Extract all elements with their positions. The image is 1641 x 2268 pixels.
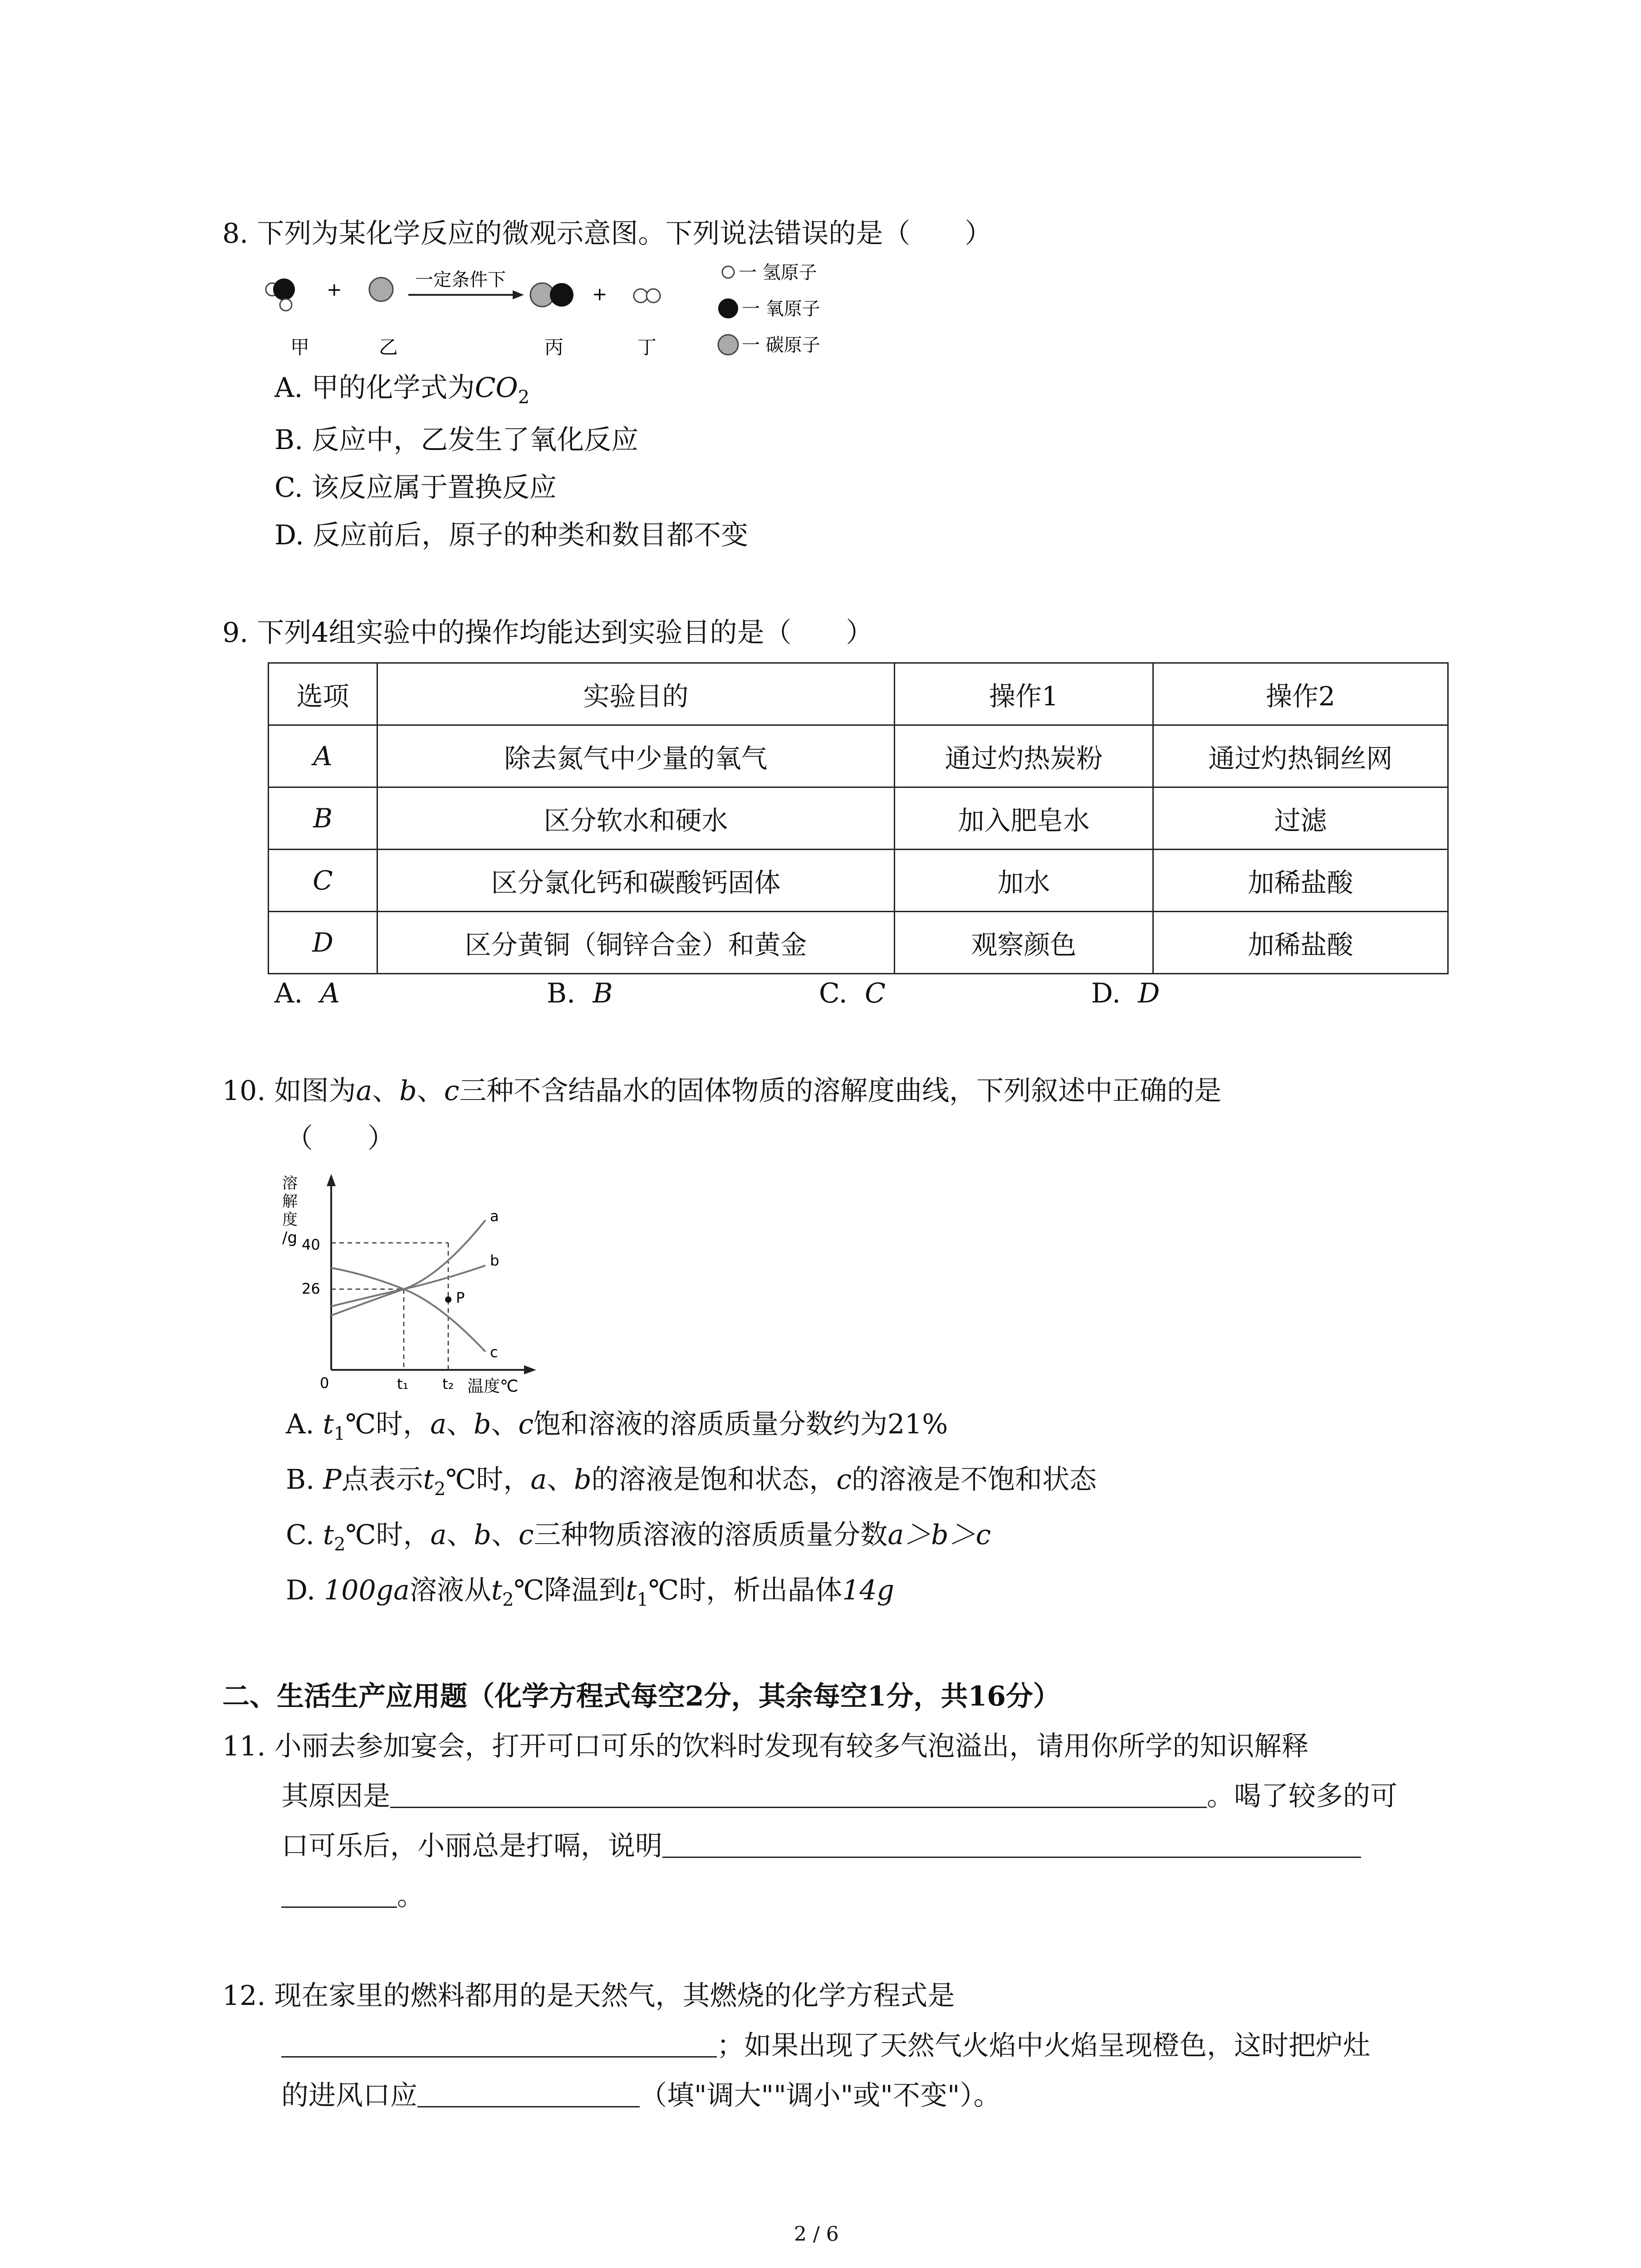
table-row bbox=[269, 725, 1448, 787]
table-cell: D bbox=[269, 912, 377, 974]
table-header-row bbox=[269, 663, 1448, 725]
curve-label-c: c bbox=[490, 1344, 498, 1361]
arrow-condition: 一定条件下 bbox=[415, 269, 506, 290]
x-tick-t1: t₁ bbox=[397, 1375, 409, 1393]
q12-answer-blank-1[interactable] bbox=[281, 2029, 717, 2058]
table-cell: 过滤 bbox=[1153, 787, 1448, 850]
table-cell: 除去氮气中少量的氧气 bbox=[377, 725, 895, 787]
table-cell: 区分黄铜（铜锌合金）和黄金 bbox=[377, 912, 895, 974]
q9-option-d[interactable]: D. D bbox=[1091, 978, 1160, 1009]
ylabel-char: 解 bbox=[282, 1193, 298, 1211]
ylabel-char: 度 bbox=[282, 1211, 298, 1229]
q11-line1: 11. 小丽去参加宴会，打开可口可乐的饮料时发现有较多气泡溢出，请用你所学的知识解释 bbox=[222, 1730, 1309, 1762]
point-p-label: P bbox=[456, 1289, 465, 1306]
q8-option-a[interactable]: A. 甲的化学式为$CO_2$ bbox=[274, 372, 530, 408]
ylabel-char: /g bbox=[282, 1229, 298, 1247]
table-cell: A bbox=[269, 725, 377, 787]
x-tick-t2: t₂ bbox=[442, 1375, 454, 1393]
table-cell: 观察颜色 bbox=[895, 912, 1153, 974]
curve-label-b: b bbox=[490, 1252, 500, 1269]
q11-line3: 口可乐后，小丽总是打嗝，说明 bbox=[281, 1828, 1361, 1864]
table-cell: 区分软水和硬水 bbox=[377, 787, 895, 850]
q10-option-b[interactable]: B. P点表示$t_2℃$时，a、b的溶液是饱和状态，c的溶液是不饱和状态 bbox=[286, 1464, 1097, 1500]
table-cell: 通过灼热炭粉 bbox=[895, 725, 1153, 787]
label-ding: 丁 bbox=[637, 336, 657, 358]
q8-option-d[interactable]: D. 反应前后，原子的种类和数目都不变 bbox=[274, 519, 749, 551]
page-number: 2 / 6 bbox=[794, 2223, 839, 2246]
curve-c bbox=[331, 1268, 485, 1352]
curve-label-a: a bbox=[490, 1207, 499, 1225]
label-jia: 甲 bbox=[290, 336, 310, 358]
header-cell: 操作2 bbox=[1153, 663, 1448, 725]
legend-carbon: 一 碳原子 bbox=[742, 335, 820, 356]
table-row bbox=[269, 787, 1448, 850]
q8-stem: 8. 下列为某化学反应的微观示意图。下列说法错误的是（ ） bbox=[222, 218, 992, 249]
legend-hydrogen: 一 氢原子 bbox=[739, 263, 817, 283]
molecule-jia bbox=[266, 279, 295, 311]
q10-option-a[interactable]: A. $t_1℃$时，a、b、c饱和溶液的溶质质量分数约为21% bbox=[286, 1408, 948, 1444]
header-cell: 实验目的 bbox=[377, 663, 895, 725]
table-row bbox=[269, 850, 1448, 912]
q12-line3: 的进风口应 （填"调大""调小"或"不变"）。 bbox=[281, 2080, 1001, 2112]
q8-option-b[interactable]: B. 反应中，乙发生了氧化反应 bbox=[274, 424, 639, 456]
header-cell: 操作1 bbox=[895, 663, 1153, 725]
q11-answer-blank-1[interactable] bbox=[390, 1779, 1207, 1808]
x-axis-label: 温度℃ bbox=[467, 1377, 519, 1396]
q10-option-d[interactable]: D. 100ga溶液从$t_2℃$降温到$t_1℃$时，析出晶体14g bbox=[286, 1574, 895, 1610]
molecule-ding bbox=[634, 289, 660, 303]
q11-line4: 。 bbox=[281, 1878, 424, 1914]
header-cell: 选项 bbox=[269, 663, 377, 725]
table-cell: 加稀盐酸 bbox=[1153, 912, 1448, 974]
q10-option-c[interactable]: C. $t_2℃$时，a、b、c三种物质溶液的溶质质量分数a＞b＞c bbox=[286, 1519, 991, 1555]
q9-experiment-table bbox=[268, 662, 1449, 974]
q12-line2: ；如果出现了天然气火焰中火焰呈现橙色，这时把炉灶 bbox=[281, 2028, 1370, 2064]
q9-option-a[interactable]: A. A bbox=[274, 978, 340, 1009]
y-tick-40: 40 bbox=[302, 1236, 320, 1253]
q9-stem: 9. 下列4组实验中的操作均能达到实验目的是（ ） bbox=[222, 617, 873, 649]
q9-option-b[interactable]: B. B bbox=[547, 978, 613, 1009]
table-cell: 区分氯化钙和碳酸钙固体 bbox=[377, 850, 895, 912]
table-row bbox=[269, 912, 1448, 974]
q9-option-c[interactable]: C. C bbox=[819, 978, 886, 1009]
legend-oxygen: 一 氧原子 bbox=[742, 298, 820, 319]
q12-line1: 12. 现在家里的燃料都用的是天然气，其燃烧的化学方程式是 bbox=[222, 1980, 955, 2012]
y-tick-26: 26 bbox=[302, 1280, 320, 1297]
table-cell: 通过灼热铜丝网 bbox=[1153, 725, 1448, 787]
section2-title: 二、生活生产应用题（化学方程式每空2分，其余每空1分，共16分） bbox=[222, 1681, 1060, 1712]
molecule-yi bbox=[369, 278, 393, 301]
origin-label: 0 bbox=[320, 1374, 329, 1392]
table-cell: 加水 bbox=[895, 850, 1153, 912]
ylabel-char: 溶 bbox=[282, 1174, 298, 1193]
molecule-bing bbox=[530, 283, 573, 307]
table-cell: 加入肥皂水 bbox=[895, 787, 1153, 850]
q8-reaction-diagram bbox=[259, 263, 871, 367]
q11-answer-blank-2[interactable] bbox=[662, 1829, 1361, 1858]
q8-option-c[interactable]: C. 该反应属于置换反应 bbox=[274, 472, 557, 503]
table-cell: B bbox=[269, 787, 377, 850]
q11-line2: 其原因是 。喝了较多的可 bbox=[281, 1780, 1397, 1812]
q10-solubility-chart bbox=[272, 1170, 554, 1397]
q11-answer-blank-2-cont[interactable] bbox=[281, 1879, 397, 1908]
q12-answer-blank-2[interactable] bbox=[417, 2079, 640, 2107]
q10-stem-paren: （ ） bbox=[286, 1123, 395, 1154]
plus-1: + bbox=[327, 279, 342, 300]
q10-stem: 10. 如图为a、b、c三种不含结晶水的固体物质的溶解度曲线，下列叙述中正确的是 bbox=[222, 1075, 1222, 1107]
point-p bbox=[445, 1296, 451, 1303]
label-bing: 丙 bbox=[544, 336, 564, 358]
plus-2: + bbox=[592, 284, 607, 305]
table-cell: C bbox=[269, 850, 377, 912]
label-yi: 乙 bbox=[379, 336, 398, 358]
table-cell: 加稀盐酸 bbox=[1153, 850, 1448, 912]
